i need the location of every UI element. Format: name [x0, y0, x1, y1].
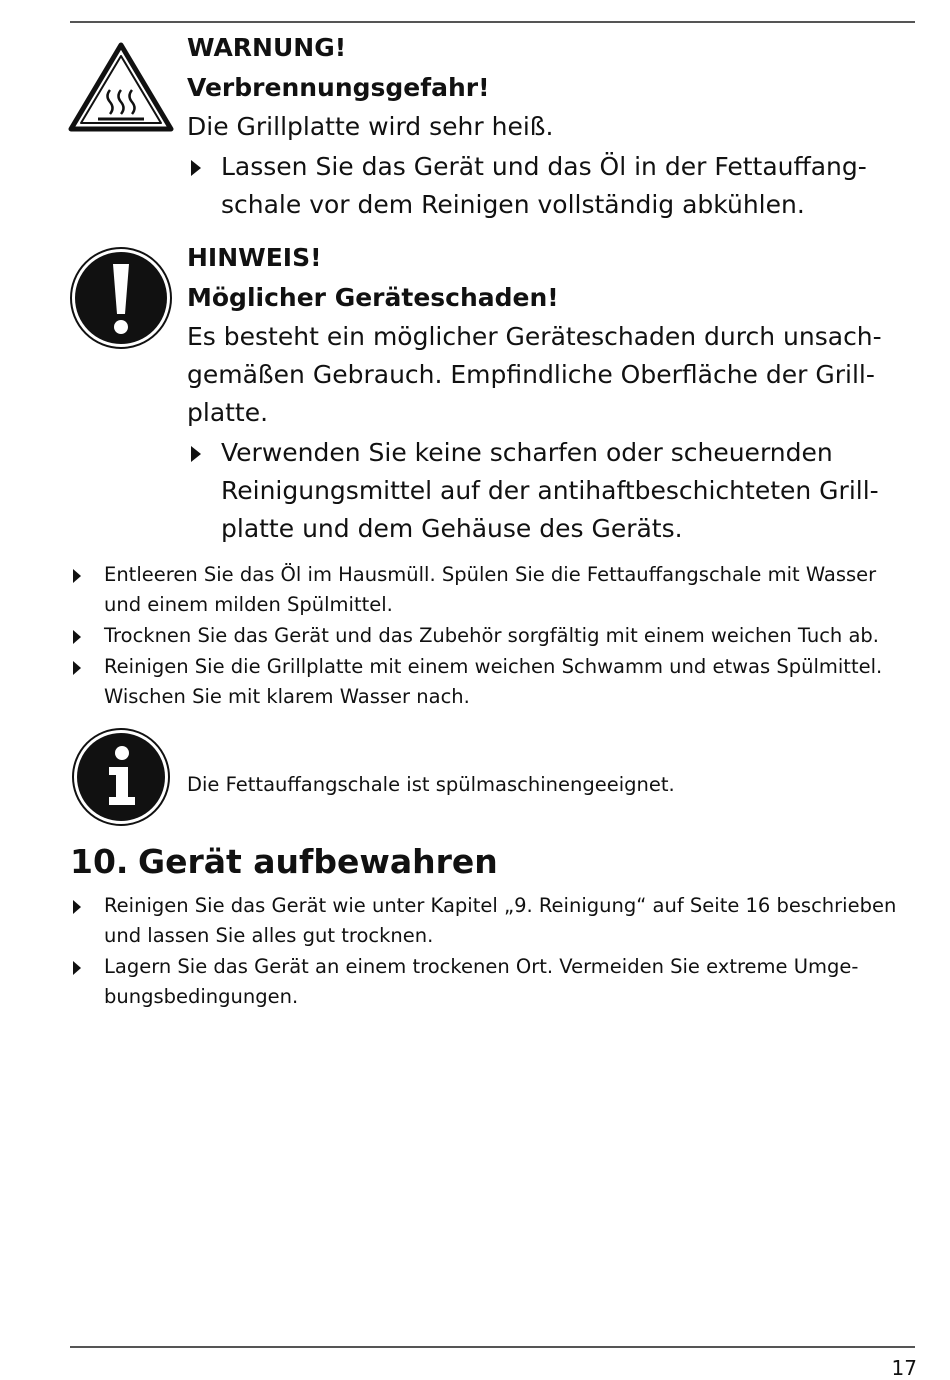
warning-subtitle: Verbrennungsgefahr! [187, 73, 490, 102]
bottom-rule [70, 1346, 915, 1348]
bullet-arrow-icon [73, 569, 81, 583]
notice-title: HINWEIS! [187, 243, 322, 272]
list-item [70, 621, 915, 651]
warning-body: Die Grillplatte wird sehr heiß. [187, 112, 554, 141]
list-item-text: Entleeren Sie das Öl im Hausmüll. Spülen Sie die Fettauffangschale mit Wasser und einem milden Spülmittel. [104, 563, 877, 616]
notice-body: Es besteht ein möglicher Geräteschaden durch unsachgemäßen Gebrauch. Empfindliche Oberfläche der Grillplatte. [187, 322, 882, 427]
top-rule [70, 21, 915, 23]
warning-title: WARNUNG! [187, 33, 347, 62]
bullet-arrow-icon [191, 160, 201, 176]
list-item-text: Reinigen Sie das Gerät wie unter Kapitel „9. Reinigung“ auf Seite 16 beschrieben und lassen Sie alles gut trocknen. [104, 894, 897, 947]
section-heading [70, 840, 498, 884]
hot-surface-warning-icon [68, 42, 174, 132]
list-item [70, 560, 915, 620]
list-item [70, 891, 915, 951]
warning-bullet-text: Lassen Sie das Gerät und das Öl in der Fettauffangschale vor dem Reinigen vollständig abkühlen. [221, 152, 867, 219]
info-icon [71, 727, 171, 827]
bullet-arrow-icon [191, 446, 201, 462]
section-number: 10. [70, 842, 129, 881]
notice-bullet-item [187, 434, 917, 548]
bullet-arrow-icon [73, 661, 81, 675]
warning-bullet-item [187, 148, 917, 224]
exclamation-icon [69, 246, 173, 350]
list-item-text: Lagern Sie das Gerät an einem trockenen Ort. Vermeiden Sie extreme Umgebungsbedingungen. [104, 955, 859, 1008]
notice-block [187, 238, 917, 548]
bullet-arrow-icon [73, 630, 81, 644]
list-item-text: Trocknen Sie das Gerät und das Zubehör sorgfältig mit einem weichen Tuch ab. [104, 624, 880, 647]
notice-bullet-text: Verwenden Sie keine scharfen oder scheuernden Reinigungsmittel auf der antihaftbeschichteten Grillplatte und dem Gehäuse des Geräts. [221, 438, 879, 543]
cleaning-steps-list [70, 560, 915, 713]
notice-subtitle: Möglicher Geräteschaden! [187, 283, 559, 312]
list-item-text: Reinigen Sie die Grillplatte mit einem weichen Schwamm und etwas Spülmittel. Wischen Sie mit klarem Wasser nach. [104, 655, 883, 708]
info-text: Die Fettauffangschale ist spülmaschinengeeignet. [187, 773, 675, 796]
warning-block [187, 28, 917, 224]
list-item [70, 952, 915, 1012]
storage-steps-list [70, 891, 915, 1013]
page-number: 17 [891, 1356, 917, 1380]
bullet-arrow-icon [73, 900, 81, 914]
bullet-arrow-icon [73, 961, 81, 975]
list-item [70, 652, 915, 712]
section-title: Gerät aufbewahren [138, 842, 498, 881]
